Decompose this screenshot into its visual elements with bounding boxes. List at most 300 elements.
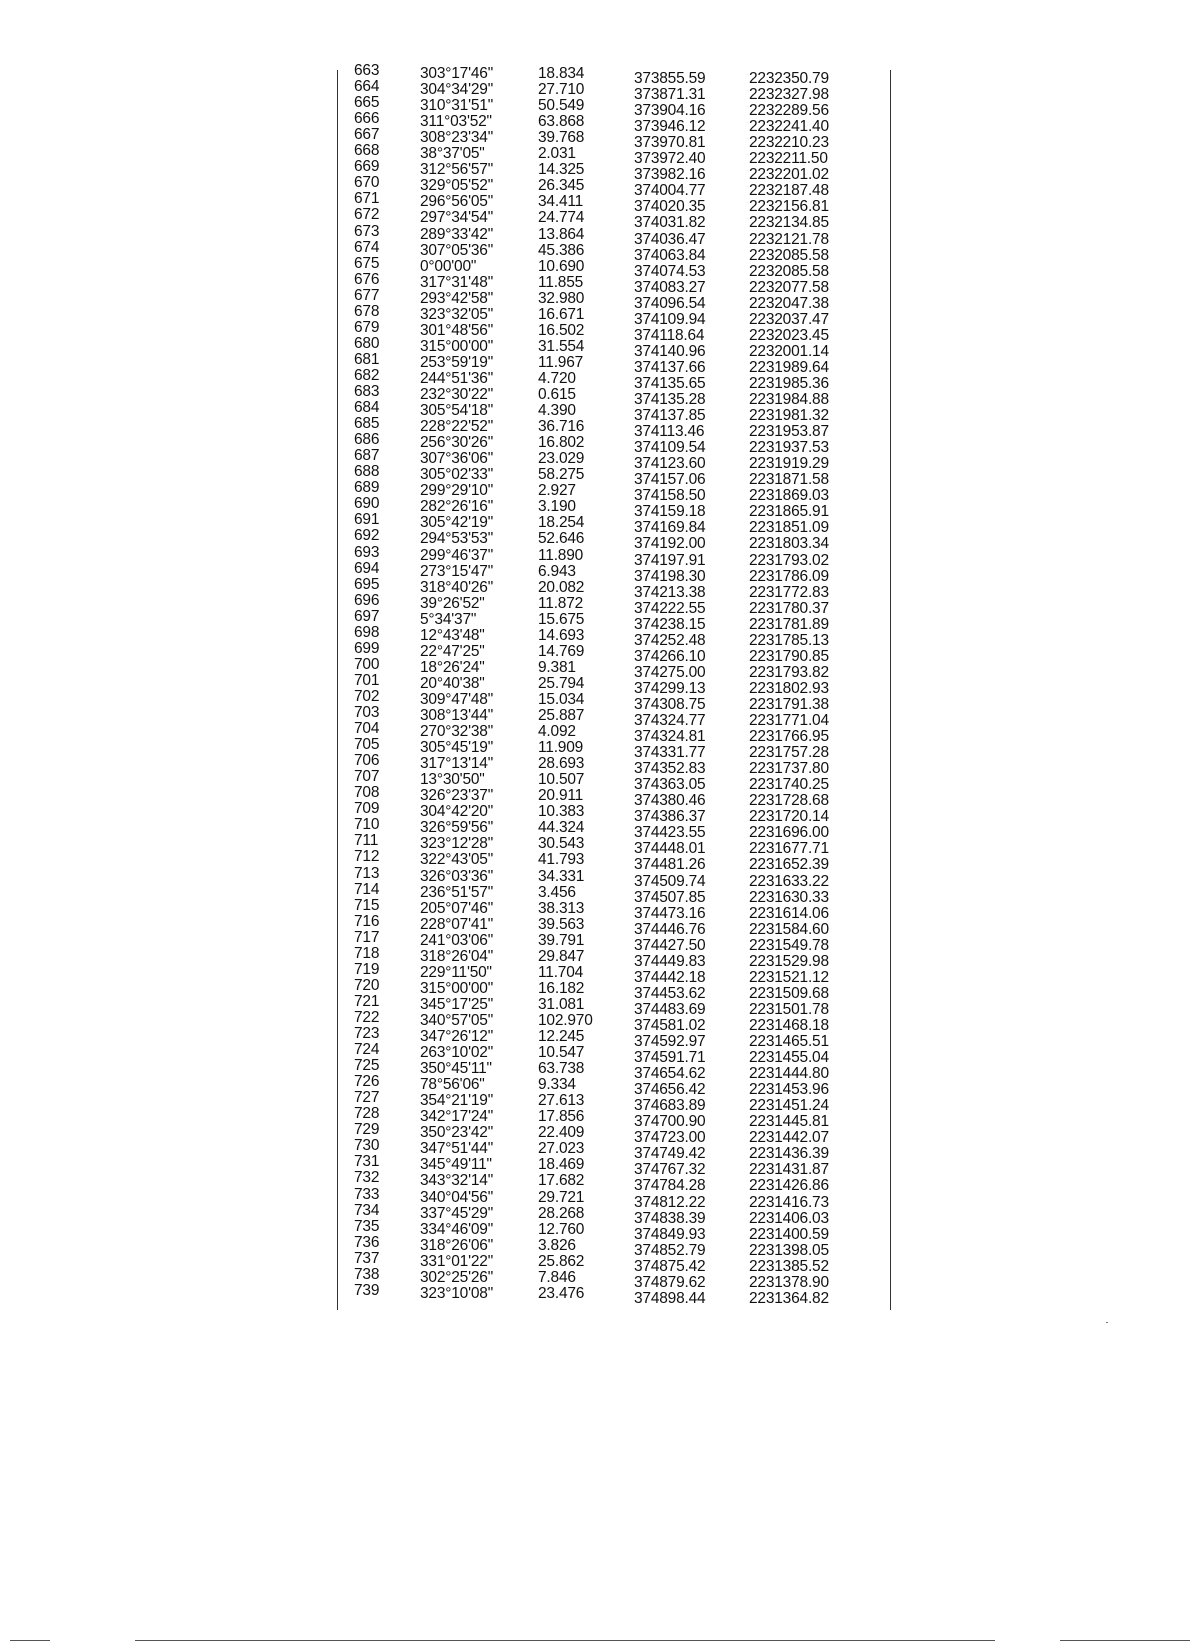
coordinate-y: 2232156.81 bbox=[749, 198, 829, 216]
point-number: 695 bbox=[354, 575, 380, 593]
bearing: 311°03'52" bbox=[420, 113, 492, 131]
coordinate-x: 374238.15 bbox=[634, 615, 706, 633]
coordinate-x: 374299.13 bbox=[634, 679, 706, 697]
distance: 23.029 bbox=[538, 450, 585, 468]
point-number: 707 bbox=[354, 768, 380, 786]
point-number: 692 bbox=[354, 527, 380, 545]
coordinate-y: 2231793.82 bbox=[749, 663, 829, 681]
bearing: 347°51'44" bbox=[420, 1140, 494, 1158]
coordinate-y: 2231757.28 bbox=[749, 744, 829, 762]
bearing: 350°45'11" bbox=[420, 1060, 492, 1078]
coordinate-x: 374031.82 bbox=[634, 214, 706, 232]
bearing: 228°07'41" bbox=[420, 915, 494, 933]
point-number: 706 bbox=[354, 752, 380, 770]
distance: 18.254 bbox=[538, 514, 585, 532]
distance: 25.794 bbox=[538, 674, 585, 692]
distance: 3.190 bbox=[538, 498, 576, 516]
distance: 50.549 bbox=[538, 97, 585, 115]
bearing: 299°29'10" bbox=[420, 482, 494, 500]
point-number: 670 bbox=[354, 174, 380, 192]
footer-rule-3 bbox=[1060, 1640, 1190, 1641]
coordinate-x: 373982.16 bbox=[634, 166, 706, 184]
point-number: 690 bbox=[354, 495, 380, 513]
distance: 10.690 bbox=[538, 257, 585, 275]
coordinate-table bbox=[340, 62, 900, 1307]
coordinate-x: 374591.71 bbox=[634, 1049, 706, 1067]
bearing: 326°23'37" bbox=[420, 787, 494, 805]
bearing: 20°40'38" bbox=[420, 674, 485, 692]
bearing: 241°03'06" bbox=[420, 931, 494, 949]
bearing: 305°54'18" bbox=[420, 402, 494, 420]
bearing: 317°13'14" bbox=[420, 755, 494, 773]
coordinate-y: 2231451.24 bbox=[749, 1097, 829, 1115]
distance: 3.456 bbox=[538, 883, 576, 901]
distance: 41.793 bbox=[538, 851, 585, 869]
distance: 18.834 bbox=[538, 65, 585, 82]
distance: 63.738 bbox=[538, 1060, 585, 1078]
point-number: 730 bbox=[354, 1137, 380, 1155]
coordinate-y: 2231633.22 bbox=[749, 872, 829, 890]
point-number: 671 bbox=[354, 190, 380, 208]
bearing: 307°05'36" bbox=[420, 241, 494, 259]
bearing: 318°26'04" bbox=[420, 947, 494, 965]
distance: 36.716 bbox=[538, 418, 585, 436]
point-number: 687 bbox=[354, 447, 380, 465]
point-number: 701 bbox=[354, 671, 380, 689]
point-number: 681 bbox=[354, 350, 380, 368]
coordinate-x: 374483.69 bbox=[634, 1000, 706, 1018]
distance: 23.476 bbox=[538, 1284, 585, 1302]
footer-rule-1 bbox=[10, 1640, 50, 1641]
coordinate-x: 374473.16 bbox=[634, 904, 706, 922]
point-number: 709 bbox=[354, 800, 380, 818]
coordinate-x: 374656.42 bbox=[634, 1081, 706, 1099]
coordinate-y: 2232121.78 bbox=[749, 230, 829, 248]
distance: 11.855 bbox=[538, 273, 584, 291]
bearing: 310°31'51" bbox=[420, 97, 494, 115]
bearing: 334°46'09" bbox=[420, 1220, 494, 1238]
distance: 20.911 bbox=[538, 787, 584, 805]
coordinate-y: 2231385.52 bbox=[749, 1257, 829, 1275]
coordinate-x: 374749.42 bbox=[634, 1145, 706, 1163]
coordinate-y: 2231728.68 bbox=[749, 792, 829, 810]
coordinate-x: 374137.66 bbox=[634, 358, 706, 376]
point-number: 673 bbox=[354, 222, 380, 240]
bearing: 305°42'19" bbox=[420, 514, 494, 532]
point-number: 688 bbox=[354, 463, 380, 481]
distance: 31.081 bbox=[538, 995, 585, 1013]
point-number: 677 bbox=[354, 286, 380, 304]
coordinate-y: 2231614.06 bbox=[749, 904, 829, 922]
bearing: 345°49'11" bbox=[420, 1156, 492, 1174]
distance: 4.092 bbox=[538, 723, 576, 741]
bearing: 5°34'37" bbox=[420, 610, 477, 628]
distance: 15.675 bbox=[538, 610, 585, 628]
coordinate-x: 374723.00 bbox=[634, 1129, 706, 1147]
coordinate-y: 2232077.58 bbox=[749, 278, 829, 296]
coordinate-x: 374423.55 bbox=[634, 824, 706, 842]
point-number: 691 bbox=[354, 511, 380, 529]
distance: 58.275 bbox=[538, 466, 585, 484]
distance: 4.390 bbox=[538, 402, 576, 420]
point-number: 685 bbox=[354, 415, 380, 433]
coordinate-x: 374448.01 bbox=[634, 840, 706, 858]
coordinate-y: 2231981.32 bbox=[749, 407, 829, 425]
coordinate-y: 2231791.38 bbox=[749, 695, 829, 713]
point-number: 715 bbox=[354, 896, 380, 914]
coordinate-x: 374683.89 bbox=[634, 1097, 706, 1115]
point-number: 713 bbox=[354, 864, 380, 882]
distance: 11.704 bbox=[538, 963, 584, 981]
bearing: 293°42'58" bbox=[420, 289, 494, 307]
coordinate-x: 374427.50 bbox=[634, 936, 706, 954]
coordinate-y: 2231444.80 bbox=[749, 1065, 829, 1083]
coordinate-y: 2231802.93 bbox=[749, 679, 829, 697]
point-number: 718 bbox=[354, 944, 380, 962]
bearing: 294°53'53" bbox=[420, 530, 494, 548]
distance: 39.791 bbox=[538, 931, 585, 949]
coordinate-x: 374036.47 bbox=[634, 230, 706, 248]
bearing: 309°47'48" bbox=[420, 690, 494, 708]
distance: 44.324 bbox=[538, 819, 585, 837]
coordinate-x: 374446.76 bbox=[634, 920, 706, 938]
distance: 9.381 bbox=[538, 658, 576, 676]
coordinate-y: 2232037.47 bbox=[749, 310, 829, 328]
point-number: 689 bbox=[354, 479, 380, 497]
coordinate-y: 2232134.85 bbox=[749, 214, 829, 232]
point-number: 693 bbox=[354, 543, 380, 561]
distance: 17.682 bbox=[538, 1172, 585, 1190]
bearing: 229°11'50" bbox=[420, 963, 492, 981]
coordinate-x: 374135.65 bbox=[634, 374, 706, 392]
coordinate-x: 374074.53 bbox=[634, 262, 706, 280]
footer-rule-2 bbox=[135, 1640, 995, 1641]
coordinate-x: 374380.46 bbox=[634, 792, 706, 810]
distance: 29.721 bbox=[538, 1188, 585, 1206]
coordinate-y: 2231378.90 bbox=[749, 1273, 829, 1291]
distance: 16.671 bbox=[538, 305, 585, 323]
distance: 14.769 bbox=[538, 642, 585, 660]
coordinate-x: 374509.74 bbox=[634, 872, 706, 890]
coordinate-y: 2231416.73 bbox=[749, 1193, 829, 1211]
point-number: 728 bbox=[354, 1105, 380, 1123]
bearing: 38°37'05" bbox=[420, 145, 485, 163]
coordinate-x: 374004.77 bbox=[634, 182, 706, 200]
distance: 10.383 bbox=[538, 803, 585, 821]
coordinate-y: 2231453.96 bbox=[749, 1081, 829, 1099]
coordinate-y: 2231780.37 bbox=[749, 599, 829, 617]
distance: 25.862 bbox=[538, 1252, 585, 1270]
coordinate-y: 2231766.95 bbox=[749, 728, 829, 746]
point-number: 679 bbox=[354, 318, 380, 336]
bearing: 323°12'28" bbox=[420, 835, 494, 853]
point-number: 672 bbox=[354, 206, 380, 224]
distance: 11.909 bbox=[538, 739, 584, 757]
coordinate-x: 374767.32 bbox=[634, 1161, 706, 1179]
coordinate-x: 374213.38 bbox=[634, 583, 706, 601]
coordinate-y: 2232327.98 bbox=[749, 86, 829, 104]
coordinate-y: 2231501.78 bbox=[749, 1000, 829, 1018]
coordinate-x: 374507.85 bbox=[634, 888, 706, 906]
coordinate-y: 2231771.04 bbox=[749, 712, 829, 729]
distance: 39.563 bbox=[538, 915, 585, 933]
coordinate-y: 2231436.39 bbox=[749, 1145, 829, 1163]
coordinate-x: 374109.94 bbox=[634, 310, 706, 328]
bearing: 343°32'14" bbox=[420, 1172, 494, 1190]
bearing: 345°17'25" bbox=[420, 995, 494, 1013]
coordinate-x: 373855.59 bbox=[634, 70, 706, 87]
bearing: 347°26'12" bbox=[420, 1028, 494, 1045]
bearing: 318°40'26" bbox=[420, 578, 494, 596]
coordinate-x: 374275.00 bbox=[634, 663, 706, 681]
point-number: 667 bbox=[354, 126, 380, 144]
point-number: 702 bbox=[354, 687, 380, 705]
bearing: 39°26'52" bbox=[420, 594, 485, 612]
coordinate-y: 2231445.81 bbox=[749, 1113, 829, 1131]
bearing: 263°10'02" bbox=[420, 1044, 494, 1062]
coordinate-y: 2231953.87 bbox=[749, 423, 829, 441]
point-number: 736 bbox=[354, 1233, 380, 1251]
coordinate-x: 374852.79 bbox=[634, 1241, 706, 1259]
distance: 11.872 bbox=[538, 594, 584, 612]
coordinate-x: 373946.12 bbox=[634, 118, 706, 136]
coordinate-y: 2232211.50 bbox=[749, 150, 828, 168]
point-number: 669 bbox=[354, 158, 380, 176]
bearing: 273°15'47" bbox=[420, 562, 494, 580]
point-number: 734 bbox=[354, 1201, 380, 1219]
coordinate-y: 2231431.87 bbox=[749, 1161, 829, 1179]
bearing: 296°56'05" bbox=[420, 193, 494, 211]
distance: 45.386 bbox=[538, 241, 585, 259]
point-number: 708 bbox=[354, 784, 380, 802]
bearing: 340°57'05" bbox=[420, 1011, 494, 1029]
coordinate-y: 2232201.02 bbox=[749, 166, 829, 184]
coordinate-x: 374898.44 bbox=[634, 1289, 706, 1307]
bearing: 322°43'05" bbox=[420, 851, 494, 869]
distance: 15.034 bbox=[538, 690, 585, 708]
coordinate-x: 374113.46 bbox=[634, 423, 705, 441]
point-number: 666 bbox=[354, 110, 380, 128]
coordinate-x: 374135.28 bbox=[634, 391, 706, 408]
bearing: 289°33'42" bbox=[420, 225, 494, 243]
point-number: 716 bbox=[354, 912, 380, 930]
bearing: 303°17'46" bbox=[420, 65, 494, 82]
point-number: 732 bbox=[354, 1169, 380, 1187]
distance: 27.023 bbox=[538, 1140, 585, 1158]
distance: 30.543 bbox=[538, 835, 585, 853]
bearing: 13°30'50" bbox=[420, 771, 485, 789]
coordinate-y: 2231793.02 bbox=[749, 551, 829, 569]
point-number: 694 bbox=[354, 559, 380, 577]
coordinate-x: 374252.48 bbox=[634, 631, 706, 649]
coordinate-x: 374197.91 bbox=[634, 551, 706, 569]
coordinate-y: 2231364.82 bbox=[749, 1289, 829, 1307]
coordinate-y: 2231871.58 bbox=[749, 471, 829, 489]
coordinate-y: 2231785.13 bbox=[749, 631, 829, 649]
coordinate-y: 2231984.88 bbox=[749, 391, 829, 408]
coordinate-x: 374020.35 bbox=[634, 198, 706, 216]
bearing: 0°00'00" bbox=[420, 257, 477, 275]
coordinate-y: 2232350.79 bbox=[749, 70, 829, 87]
bearing: 236°51'57" bbox=[420, 883, 494, 901]
coordinate-x: 374581.02 bbox=[634, 1016, 706, 1034]
distance: 20.082 bbox=[538, 578, 585, 596]
coordinate-x: 374386.37 bbox=[634, 808, 706, 826]
bearing: 323°10'08" bbox=[420, 1284, 494, 1302]
distance: 25.887 bbox=[538, 707, 585, 724]
distance: 63.868 bbox=[538, 113, 585, 131]
distance: 38.313 bbox=[538, 899, 585, 917]
point-number: 735 bbox=[354, 1217, 380, 1235]
distance: 18.469 bbox=[538, 1156, 585, 1174]
coordinate-y: 2232187.48 bbox=[749, 182, 829, 200]
point-number: 726 bbox=[354, 1073, 380, 1091]
coordinate-x: 374363.05 bbox=[634, 776, 706, 794]
coordinate-x: 374875.42 bbox=[634, 1257, 706, 1275]
bearing: 78°56'06" bbox=[420, 1076, 485, 1094]
point-number: 699 bbox=[354, 639, 380, 657]
point-number: 720 bbox=[354, 976, 380, 994]
point-number: 739 bbox=[354, 1281, 380, 1299]
coordinate-y: 2231521.12 bbox=[749, 968, 829, 986]
coordinate-y: 2232241.40 bbox=[749, 118, 829, 136]
coordinate-y: 2232289.56 bbox=[749, 102, 829, 120]
distance: 16.802 bbox=[538, 434, 585, 452]
bearing: 350°23'42" bbox=[420, 1124, 494, 1142]
coordinate-x: 373871.31 bbox=[634, 86, 706, 104]
bearing: 331°01'22" bbox=[420, 1252, 494, 1270]
coordinate-x: 374453.62 bbox=[634, 984, 706, 1002]
coordinate-x: 374192.00 bbox=[634, 535, 706, 553]
distance: 14.693 bbox=[538, 626, 585, 644]
distance: 39.768 bbox=[538, 129, 585, 147]
distance: 7.846 bbox=[538, 1268, 576, 1286]
distance: 2.927 bbox=[538, 482, 576, 500]
bearing: 228°22'52" bbox=[420, 418, 494, 436]
point-number: 727 bbox=[354, 1089, 380, 1107]
coordinate-y: 2231985.36 bbox=[749, 374, 829, 392]
coordinate-y: 2231919.29 bbox=[749, 455, 829, 473]
distance: 29.847 bbox=[538, 947, 585, 965]
bearing: 304°34'29" bbox=[420, 81, 494, 99]
distance: 11.967 bbox=[538, 353, 584, 371]
coordinate-x: 374442.18 bbox=[634, 968, 706, 986]
point-number: 665 bbox=[354, 94, 380, 112]
point-number: 722 bbox=[354, 1008, 380, 1026]
coordinate-x: 374879.62 bbox=[634, 1273, 706, 1291]
coordinate-y: 2231465.51 bbox=[749, 1033, 829, 1050]
coordinate-y: 2231720.14 bbox=[749, 808, 829, 826]
point-number: 664 bbox=[354, 78, 380, 96]
coordinate-x: 374481.26 bbox=[634, 856, 706, 874]
coordinate-x: 374083.27 bbox=[634, 278, 706, 296]
point-number: 712 bbox=[354, 848, 380, 866]
bearing: 12°43'48" bbox=[420, 626, 485, 644]
coordinate-y: 2232001.14 bbox=[749, 342, 829, 360]
point-number: 668 bbox=[354, 142, 380, 160]
coordinate-y: 2231442.07 bbox=[749, 1129, 829, 1147]
coordinate-y: 2232085.58 bbox=[749, 262, 829, 280]
coordinate-y: 2231851.09 bbox=[749, 519, 829, 537]
coordinate-y: 2231630.33 bbox=[749, 888, 829, 906]
coordinate-x: 374159.18 bbox=[634, 503, 706, 521]
distance: 28.693 bbox=[538, 755, 585, 773]
point-number: 721 bbox=[354, 992, 380, 1010]
coordinate-y: 2231790.85 bbox=[749, 647, 829, 665]
bearing: 22°47'25" bbox=[420, 642, 485, 660]
coordinate-y: 2231584.60 bbox=[749, 920, 829, 938]
coordinate-y: 2231652.39 bbox=[749, 856, 829, 874]
bearing: 244°51'36" bbox=[420, 369, 494, 387]
coordinate-y: 2231400.59 bbox=[749, 1225, 829, 1243]
point-number: 705 bbox=[354, 736, 380, 754]
bearing: 337°45'29" bbox=[420, 1204, 494, 1222]
distance: 10.547 bbox=[538, 1044, 585, 1062]
distance: 0.615 bbox=[538, 386, 576, 403]
distance: 14.325 bbox=[538, 161, 585, 179]
point-number: 729 bbox=[354, 1121, 380, 1139]
bearing: 315°00'00" bbox=[420, 337, 494, 355]
point-number: 700 bbox=[354, 655, 380, 673]
coordinate-y: 2232023.45 bbox=[749, 326, 829, 344]
coordinate-y: 2231740.25 bbox=[749, 776, 829, 794]
coordinate-y: 2231529.98 bbox=[749, 952, 829, 970]
point-number: 696 bbox=[354, 591, 380, 609]
coordinate-x: 374109.54 bbox=[634, 439, 706, 457]
bearing: 304°42'20" bbox=[420, 803, 494, 821]
bearing: 354°21'19" bbox=[420, 1092, 494, 1110]
point-number: 719 bbox=[354, 960, 380, 978]
bearing: 302°25'26" bbox=[420, 1268, 494, 1286]
point-number: 724 bbox=[354, 1041, 380, 1059]
coordinate-x: 374849.93 bbox=[634, 1225, 706, 1243]
bearing: 329°05'52" bbox=[420, 177, 494, 195]
point-number: 682 bbox=[354, 366, 380, 384]
distance: 16.182 bbox=[538, 979, 585, 997]
distance: 2.031 bbox=[538, 145, 576, 163]
coordinate-x: 374654.62 bbox=[634, 1065, 706, 1083]
bearing: 308°23'34" bbox=[420, 129, 494, 147]
coordinate-x: 374324.77 bbox=[634, 712, 706, 729]
coordinate-x: 374784.28 bbox=[634, 1177, 706, 1195]
coordinate-x: 374169.84 bbox=[634, 519, 706, 537]
point-number: 676 bbox=[354, 270, 380, 288]
coordinate-y: 2232085.58 bbox=[749, 246, 829, 264]
coordinate-y: 2231468.18 bbox=[749, 1016, 829, 1034]
distance: 9.334 bbox=[538, 1076, 576, 1094]
coordinate-y: 2231869.03 bbox=[749, 487, 829, 505]
point-number: 704 bbox=[354, 720, 380, 738]
coordinate-y: 2231937.53 bbox=[749, 439, 829, 457]
bearing: 305°02'33" bbox=[420, 466, 494, 484]
point-number: 717 bbox=[354, 928, 380, 946]
coordinate-y: 2231696.00 bbox=[749, 824, 829, 842]
distance: 28.268 bbox=[538, 1204, 585, 1222]
distance: 16.502 bbox=[538, 321, 585, 339]
point-number: 663 bbox=[354, 62, 380, 79]
coordinate-y: 2231406.03 bbox=[749, 1209, 829, 1227]
point-number: 733 bbox=[354, 1185, 380, 1203]
coordinate-x: 374123.60 bbox=[634, 455, 706, 473]
point-number: 697 bbox=[354, 607, 380, 625]
bearing: 340°04'56" bbox=[420, 1188, 494, 1206]
distance: 27.613 bbox=[538, 1092, 585, 1110]
coordinate-y: 2231455.04 bbox=[749, 1049, 829, 1067]
point-number: 723 bbox=[354, 1025, 380, 1042]
distance: 11.890 bbox=[538, 546, 584, 564]
point-number: 678 bbox=[354, 302, 380, 320]
coordinate-y: 2231398.05 bbox=[749, 1241, 829, 1259]
